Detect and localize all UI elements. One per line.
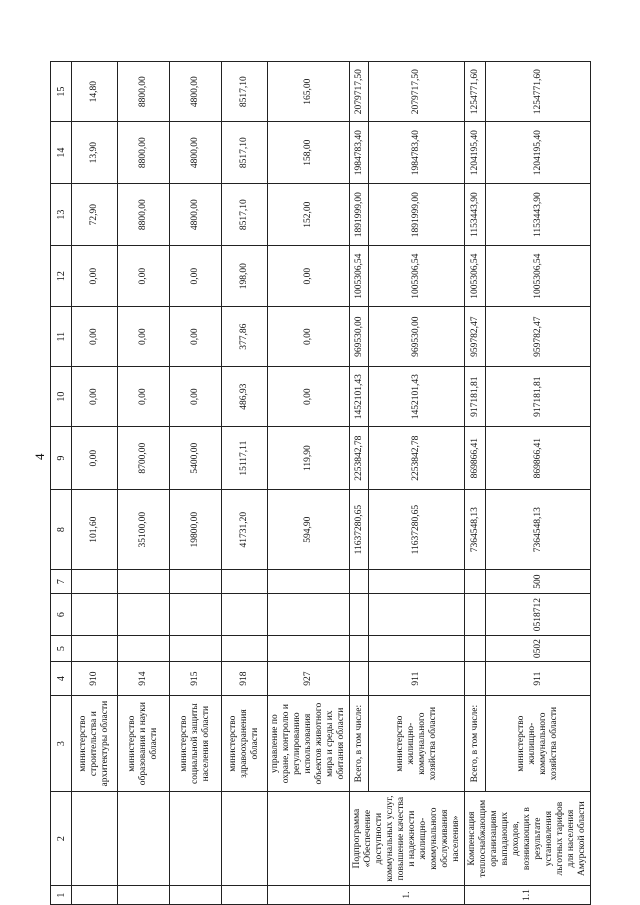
cell-col-5: [369, 636, 465, 662]
table-row: [369, 62, 465, 905]
cell-col-9: 0,00: [72, 427, 118, 490]
cell-col-1: [268, 886, 350, 905]
cell-col-14: 1984783,40: [369, 122, 465, 184]
cell-col-2: [170, 792, 222, 886]
cell-col-11: 0,00: [170, 307, 222, 367]
cell-col-6: [369, 594, 465, 636]
cell-col-11: 377,86: [222, 307, 268, 367]
cell-col-12: 0,00: [268, 246, 350, 307]
column-header-2: 2: [51, 792, 72, 886]
column-header-10: 10: [51, 367, 72, 427]
cell-col-7: [350, 570, 369, 594]
rotated-table-frame: [32, 25, 610, 905]
cell-col-15: 2079717,50: [350, 62, 369, 122]
cell-col-2: [72, 792, 118, 886]
column-header-6: 6: [51, 594, 72, 636]
cell-col-15: 14,80: [72, 62, 118, 122]
cell-col-4: 927: [268, 662, 350, 696]
cell-col-10: 1452101,43: [369, 367, 465, 427]
cell-col-8: 35100,00: [118, 490, 170, 570]
cell-col-13: 72,90: [72, 184, 118, 246]
cell-col-15: 1254771,60: [465, 62, 486, 122]
column-header-4: 4: [51, 662, 72, 696]
cell-col-12: 0,00: [72, 246, 118, 307]
cell-col-3: министерство жилищно-коммунального хозяйства области: [486, 696, 591, 792]
cell-col-15: 4800,00: [170, 62, 222, 122]
table-row: [170, 62, 222, 905]
cell-col-4: 910: [72, 662, 118, 696]
table-row: [350, 62, 369, 905]
cell-col-1: 1.1: [465, 886, 591, 905]
cell-col-13: 1153443,90: [486, 184, 591, 246]
cell-col-11: 0,00: [72, 307, 118, 367]
cell-col-13: 1891999,00: [350, 184, 369, 246]
cell-col-12: 0,00: [118, 246, 170, 307]
cell-col-10: 0,00: [118, 367, 170, 427]
cell-col-9: 5400,00: [170, 427, 222, 490]
cell-col-1: [118, 886, 170, 905]
cell-col-11: 969530,00: [350, 307, 369, 367]
cell-col-1: [72, 886, 118, 905]
cell-col-9: 2253842,78: [350, 427, 369, 490]
cell-col-9: 2253842,78: [369, 427, 465, 490]
cell-col-12: 1005306,54: [369, 246, 465, 307]
cell-col-15: 8517,10: [222, 62, 268, 122]
page-number: 4: [32, 453, 47, 460]
cell-col-8: 7364548,13: [465, 490, 486, 570]
column-header-11: 11: [51, 307, 72, 367]
column-header-15: 15: [51, 62, 72, 122]
cell-col-7: [222, 570, 268, 594]
cell-col-2: [222, 792, 268, 886]
cell-col-6: 0518712: [486, 594, 591, 636]
column-header-5: 5: [51, 636, 72, 662]
cell-col-6: [118, 594, 170, 636]
cell-col-14: 8800,00: [118, 122, 170, 184]
cell-col-6: [72, 594, 118, 636]
budget-table: [50, 61, 591, 905]
cell-col-12: 1005306,54: [465, 246, 486, 307]
cell-col-4: [465, 662, 486, 696]
cell-col-13: 4800,00: [170, 184, 222, 246]
column-header-9: 9: [51, 427, 72, 490]
cell-col-10: 917181,81: [465, 367, 486, 427]
cell-col-13: 1891999,00: [369, 184, 465, 246]
cell-col-6: [465, 594, 486, 636]
cell-col-13: 1153443,90: [465, 184, 486, 246]
cell-col-8: 41731,20: [222, 490, 268, 570]
cell-col-5: [72, 636, 118, 662]
cell-col-3: министерство жилищно-коммунального хозяйства области: [369, 696, 465, 792]
cell-col-6: [170, 594, 222, 636]
cell-col-13: 8800,00: [118, 184, 170, 246]
cell-col-8: 594,90: [268, 490, 350, 570]
cell-col-14: 1984783,40: [350, 122, 369, 184]
cell-col-12: 0,00: [170, 246, 222, 307]
cell-col-10: 0,00: [72, 367, 118, 427]
column-header-1: 1: [51, 886, 72, 905]
cell-col-3: министерство социальной защиты населения области: [170, 696, 222, 792]
cell-col-6: [350, 594, 369, 636]
cell-col-4: [350, 662, 369, 696]
header-row: [51, 62, 72, 905]
cell-col-6: [222, 594, 268, 636]
cell-col-3: министерство образования и науки области: [118, 696, 170, 792]
cell-col-4: 911: [369, 662, 465, 696]
cell-col-11: 969530,00: [369, 307, 465, 367]
cell-col-3: министерство здравоохранения области: [222, 696, 268, 792]
cell-col-7: 500: [486, 570, 591, 594]
table-row: [486, 62, 591, 905]
cell-col-8: 101,60: [72, 490, 118, 570]
column-header-7: 7: [51, 570, 72, 594]
cell-col-11: 0,00: [118, 307, 170, 367]
cell-col-15: 1254771,60: [486, 62, 591, 122]
column-header-3: 3: [51, 696, 72, 792]
cell-col-10: 486,93: [222, 367, 268, 427]
cell-col-4: 914: [118, 662, 170, 696]
cell-col-13: 8517,10: [222, 184, 268, 246]
cell-col-8: 11637280,65: [369, 490, 465, 570]
cell-col-5: [350, 636, 369, 662]
cell-col-11: 0,00: [268, 307, 350, 367]
cell-col-12: 1005306,54: [486, 246, 591, 307]
column-header-14: 14: [51, 122, 72, 184]
cell-col-13: 152,00: [268, 184, 350, 246]
column-header-12: 12: [51, 246, 72, 307]
table-row: [72, 62, 118, 905]
cell-col-2: [118, 792, 170, 886]
cell-col-4: 911: [486, 662, 591, 696]
cell-col-9: 8700,00: [118, 427, 170, 490]
cell-col-8: 19800,00: [170, 490, 222, 570]
cell-col-15: 8800,00: [118, 62, 170, 122]
cell-col-9: 869866,41: [486, 427, 591, 490]
cell-col-5: [268, 636, 350, 662]
cell-col-2: [268, 792, 350, 886]
cell-col-8: 7364548,13: [486, 490, 591, 570]
cell-col-7: [72, 570, 118, 594]
cell-col-7: [465, 570, 486, 594]
cell-col-11: 959782,47: [486, 307, 591, 367]
cell-col-2: Подпрограмма «Обеспечение доступности коммунальных услуг, повышение качества и надежности жилищно-коммунального обслуживания населения»: [350, 792, 465, 886]
cell-col-14: 158,00: [268, 122, 350, 184]
cell-col-10: 1452101,43: [350, 367, 369, 427]
cell-col-10: 917181,81: [486, 367, 591, 427]
cell-col-10: 0,00: [268, 367, 350, 427]
column-header-8: 8: [51, 490, 72, 570]
cell-col-15: 165,00: [268, 62, 350, 122]
cell-col-3: министерство строительства и архитектуры области: [72, 696, 118, 792]
cell-col-1: [222, 886, 268, 905]
cell-col-14: 4800,00: [170, 122, 222, 184]
cell-col-7: [118, 570, 170, 594]
cell-col-5: [170, 636, 222, 662]
cell-col-5: [118, 636, 170, 662]
cell-col-1: [170, 886, 222, 905]
cell-col-15: 2079717,50: [369, 62, 465, 122]
cell-col-3: управление по охране, контролю и регулированию использования объектов животного мира и среды их обитания области: [268, 696, 350, 792]
cell-col-6: [268, 594, 350, 636]
table-row: [118, 62, 170, 905]
cell-col-7: [170, 570, 222, 594]
cell-col-5: 0502: [486, 636, 591, 662]
cell-col-9: 869866,41: [465, 427, 486, 490]
cell-col-9: 119,90: [268, 427, 350, 490]
table-row: [268, 62, 350, 905]
cell-col-14: 1204195,40: [465, 122, 486, 184]
cell-col-7: [268, 570, 350, 594]
cell-col-12: 198,00: [222, 246, 268, 307]
cell-col-3: Всего, в том числе:: [350, 696, 369, 792]
cell-col-14: 1204195,40: [486, 122, 591, 184]
cell-col-8: 11637280,65: [350, 490, 369, 570]
table-row: [222, 62, 268, 905]
table-row: [465, 62, 486, 905]
cell-col-1: 1.: [350, 886, 465, 905]
cell-col-5: [222, 636, 268, 662]
column-header-13: 13: [51, 184, 72, 246]
cell-col-10: 0,00: [170, 367, 222, 427]
cell-col-4: 918: [222, 662, 268, 696]
cell-col-2: Компенсация теплоснабжающим организациям выпадающих доходов, возникающих в результате установления льготных тарифов для населения Амурской области: [465, 792, 591, 886]
cell-col-5: [465, 636, 486, 662]
cell-col-12: 1005306,54: [350, 246, 369, 307]
cell-col-3: Всего, в том числе:: [465, 696, 486, 792]
cell-col-14: 8517,10: [222, 122, 268, 184]
cell-col-4: 915: [170, 662, 222, 696]
cell-col-7: [369, 570, 465, 594]
cell-col-11: 959782,47: [465, 307, 486, 367]
cell-col-14: 13,90: [72, 122, 118, 184]
cell-col-9: 15117,11: [222, 427, 268, 490]
